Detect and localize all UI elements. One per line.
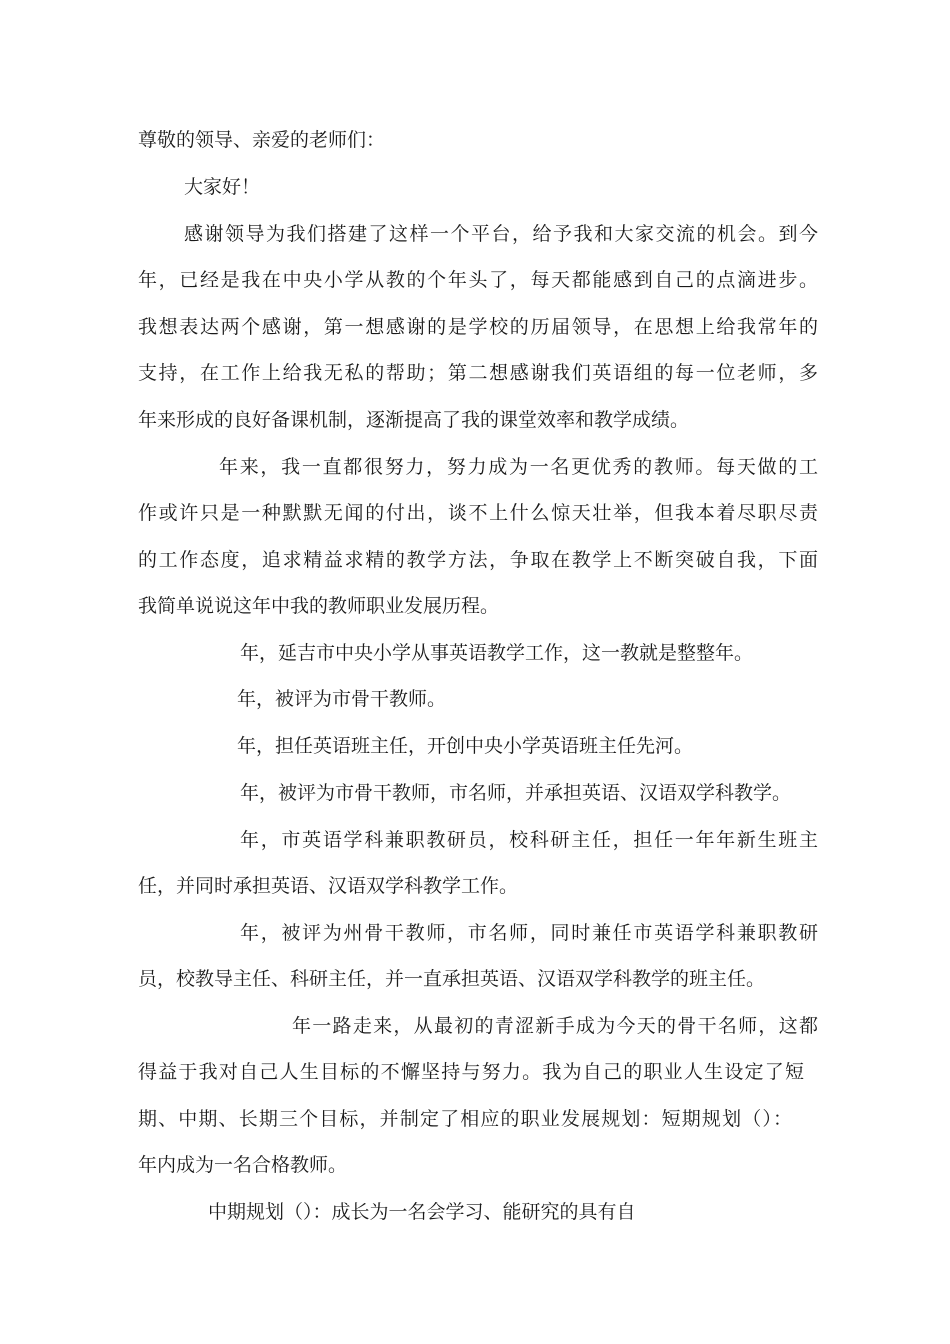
timeline-entry-continued: 任，并同时承担英语、汉语双学科教学工作。 [138,875,519,897]
paragraph-line: 年，已经是我在中央小学从教的个年头了，每天都能感到自己的点滴进步。 [138,269,818,291]
paragraph-line: 年来形成的良好备课机制，逐渐提高了我的课堂效率和教学成绩。 [138,409,690,431]
paragraph-line: 年来，我一直都很努力，努力成为一名更优秀的教师。每天做的工 [219,456,818,478]
salutation: 尊敬的领导、亲爱的老师们： [138,129,386,151]
paragraph-line: 的工作态度，追求精益求精的教学方法，争取在教学上不断突破自我，下面 [138,549,818,571]
paragraph-line: 感谢领导为我们搭建了这样一个平台，给予我和大家交流的机会。到今 [184,223,818,245]
timeline-entry: 年，市英语学科兼职教研员，校科研主任，担任一年年新生班主 [240,829,818,851]
timeline-entry: 年，担任英语班主任，开创中央小学英语班主任先河。 [237,735,694,757]
paragraph-line: 年内成为一名合格教师。 [138,1154,348,1176]
paragraph-line: 支持，在工作上给我无私的帮助；第二想感谢我们英语组的每一位老师，多 [138,362,818,384]
paragraph-mid-term: 中期规划（）：成长为一名会学习、能研究的具有自 [208,1201,636,1223]
paragraph-line: 得益于我对自己人生目标的不懈坚持与努力。我为自己的职业人生设定了短 [138,1061,804,1083]
timeline-entry: 年，被评为州骨干教师，市名师，同时兼任市英语学科兼职教研 [240,922,818,944]
timeline-entry: 年，被评为市骨干教师。 [237,688,447,710]
greeting: 大家好！ [184,176,261,198]
paragraph-line: 我简单说说这年中我的教师职业发展历程。 [138,595,500,617]
timeline-entry-continued: 员，校教导主任、科研主任，并一直承担英语、汉语双学科教学的班主任。 [138,968,766,990]
paragraph-line: 期、中期、长期三个目标，并制定了相应的职业发展规划：短期规划（）： [138,1108,792,1130]
paragraph-line: 我想表达两个感谢，第一想感谢的是学校的历届领导，在思想上给我常年的 [138,316,818,338]
timeline-entry: 年，被评为市骨干教师，市名师，并承担英语、汉语双学科教学。 [240,782,792,804]
timeline-entry: 年，延吉市中央小学从事英语教学工作，这一教就是整整年。 [240,642,754,664]
paragraph-line: 年一路走来，从最初的青涩新手成为今天的骨干名师，这都 [292,1015,818,1037]
paragraph-line: 作或许只是一种默默无闻的付出，谈不上什么惊天壮举，但我本着尽职尽责 [138,502,818,524]
